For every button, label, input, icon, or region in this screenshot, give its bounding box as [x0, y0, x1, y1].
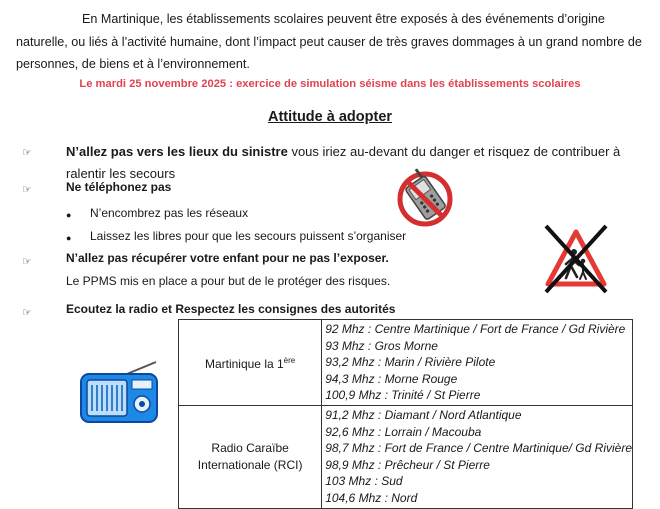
- frequency-place: : Lorrain / Macouba: [374, 424, 482, 439]
- radio-stations-table: [178, 319, 633, 509]
- page-heading: Attitude à adopter: [267, 109, 393, 125]
- no-pedestrian-sign-icon: [540, 222, 612, 296]
- bullet-dot: ●: [66, 233, 72, 243]
- frequency-item: [325, 321, 632, 338]
- station-name-sup: ère: [283, 355, 296, 365]
- frequency-value: 92,6 Mhz: [325, 424, 375, 439]
- instruction-2: Ne téléphonez pas: [66, 180, 172, 194]
- frequency-value: 91,2 Mhz: [325, 407, 375, 422]
- frequency-place: : Morne Rouge: [374, 371, 458, 386]
- frequency-place: : Marin / Rivière Pilote: [374, 355, 496, 370]
- frequency-place: : Centre Martinique / Fort de France / Gd Rivière: [364, 322, 626, 336]
- instruction-4: Ecoutez la radio et Respectez les consignes des autorités: [66, 302, 396, 316]
- frequency-value: 92 Mhz: [325, 322, 365, 336]
- frequency-list: [322, 405, 633, 508]
- frequency-item: [325, 354, 632, 371]
- pointing-hand-icon: ☞: [22, 146, 32, 159]
- frequency-item: [325, 407, 632, 424]
- bullet-dot: ●: [66, 210, 72, 220]
- instruction-1-text: vous iriez au-devant du danger et risquez de contribuer à ralentir les secours: [66, 144, 621, 181]
- frequency-value: 103 Mhz: [325, 474, 372, 489]
- intro-paragraph: En Martinique, les établissements scolaires peuvent être exposés à des événements d’origine naturelle, ou liés à l’activité humaine, dont l’impact peut causer de très graves dommages à un grand nombre de personnes, de biens et à l’environnement.: [16, 12, 642, 71]
- station-name: [179, 320, 322, 406]
- frequency-item: [325, 473, 632, 490]
- frequency-item: [325, 387, 632, 404]
- frequency-value: 100,9 Mhz: [325, 388, 382, 403]
- frequency-value: 94,3 Mhz: [325, 371, 375, 386]
- frequency-item: [325, 440, 632, 457]
- pointing-hand-icon: ☞: [22, 183, 32, 196]
- instruction-3-note: Le PPMS mis en place a pour but de le protéger des risques.: [66, 274, 391, 288]
- instruction-2-sub-1: N’encombrez pas les réseaux: [90, 206, 249, 220]
- frequency-value: 98,7 Mhz: [325, 441, 375, 456]
- frequency-place: : Prêcheur / St Pierre: [374, 457, 490, 472]
- radio-icon: [78, 360, 160, 424]
- exercise-date: Le mardi 25 novembre 2025 : exercice de simulation séisme dans les établissements scolaires: [79, 78, 581, 90]
- frequency-value: 98,9 Mhz: [325, 457, 375, 472]
- pointing-hand-icon: ☞: [22, 255, 32, 268]
- frequency-place: : Gros Morne: [364, 338, 438, 353]
- instruction-3: N’allez pas récupérer votre enfant pour ne pas l’exposer.: [66, 251, 389, 265]
- frequency-place: : Nord: [381, 490, 418, 505]
- station-name-text: Martinique la 1: [204, 356, 284, 371]
- frequency-place: : Diamant / Nord Atlantique: [374, 407, 522, 422]
- frequency-item: [325, 338, 632, 355]
- frequency-item: [325, 457, 632, 474]
- frequency-place: : Sud: [371, 474, 403, 489]
- frequency-item: [325, 424, 632, 441]
- frequency-item: [325, 371, 632, 388]
- frequency-value: 93 Mhz: [325, 338, 365, 353]
- frequency-list: [322, 320, 633, 406]
- instruction-2-sub-2: Laissez les libres pour que les secours puissent s’organiser: [90, 229, 407, 243]
- frequency-item: [325, 490, 632, 507]
- table-row: [179, 405, 633, 508]
- instruction-1: [66, 141, 636, 185]
- station-name: Radio Caraïbe Internationale (RCI): [179, 405, 322, 508]
- frequency-value: 104,6 Mhz: [325, 490, 382, 505]
- no-phone-icon: [397, 167, 453, 227]
- frequency-value: 93,2 Mhz: [325, 355, 375, 370]
- frequency-place: : Trinité / St Pierre: [381, 388, 481, 403]
- table-row: [179, 320, 633, 406]
- pointing-hand-icon: ☞: [22, 306, 32, 319]
- frequency-place: : Fort de France / Centre Martinique/ Gd Rivière: [374, 441, 632, 456]
- instruction-1-bold: N’allez pas vers les lieux du sinistre: [66, 144, 288, 159]
